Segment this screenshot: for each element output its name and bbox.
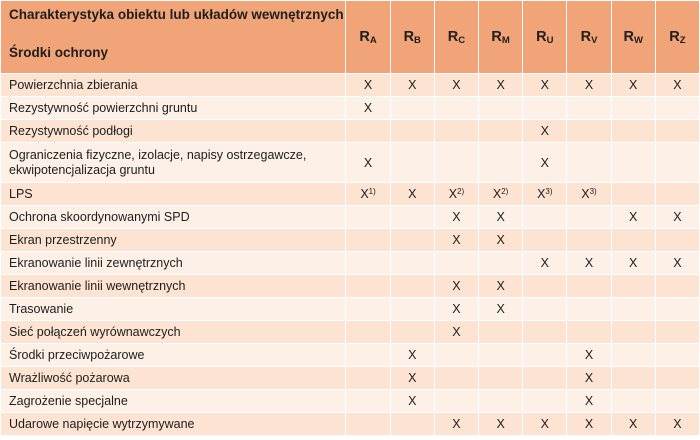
cell-rz [655,344,699,367]
cell-ru: X [523,74,567,97]
table-row [1,367,700,390]
cell-rw: X [611,252,655,275]
cell-ra: X [346,74,390,97]
cell-rc: X [434,229,478,252]
cell-rc: $X^{2)}$ [434,183,478,206]
cell-rc [434,120,478,143]
cell-ru [523,97,567,120]
row-label: Rezystywność podłogi [1,120,346,143]
cell-rc [434,143,478,183]
cell-rw [611,344,655,367]
cell-rv: X [567,252,611,275]
cell-rb [390,413,434,436]
column-header-rw: $R_W$ [611,1,655,74]
header-title-cell [1,1,346,74]
row-label: LPS [1,183,346,206]
cell-ra: $X^{1)}$ [346,183,390,206]
cell-rm [479,344,523,367]
cell-rm [479,390,523,413]
cell-rv: X [567,74,611,97]
cell-rz: X [655,413,699,436]
cell-rw [611,275,655,298]
cell-rb: X [390,344,434,367]
table-header-row [1,1,700,74]
cell-ru [523,367,567,390]
table-row [1,183,700,206]
header-title: Charakterystyka obiektu lub układów wewnętrznych [9,7,344,22]
cell-rw: X [611,74,655,97]
cell-ra [346,367,390,390]
cell-rv [567,275,611,298]
cell-rz: X [655,252,699,275]
cell-rc [434,344,478,367]
cell-rb [390,321,434,344]
cell-ra [346,344,390,367]
cell-rz [655,97,699,120]
cell-rc [434,252,478,275]
cell-rb [390,206,434,229]
cell-rc: X [434,206,478,229]
cell-rm [479,97,523,120]
cell-rm: X [479,413,523,436]
cell-rw [611,143,655,183]
cell-rz [655,390,699,413]
cell-rm [479,252,523,275]
cell-rz [655,229,699,252]
column-header-ra: $R_A$ [346,1,390,74]
table-row [1,275,700,298]
cell-ru [523,275,567,298]
cell-rv: X [567,367,611,390]
cell-rv [567,143,611,183]
row-label: Ekranowanie linii zewnętrznych [1,252,346,275]
column-header-rv: $R_V$ [567,1,611,74]
cell-rc [434,390,478,413]
cell-rm: $X^{2)}$ [479,183,523,206]
column-header-rb: $R_B$ [390,1,434,74]
cell-rz [655,143,699,183]
cell-rc: X [434,321,478,344]
table-row [1,97,700,120]
table-row [1,298,700,321]
table-row [1,252,700,275]
cell-ru [523,321,567,344]
cell-rb [390,120,434,143]
cell-rb: X [390,74,434,97]
row-label: Wrażliwość pożarowa [1,367,346,390]
cell-rb [390,143,434,183]
cell-rw [611,229,655,252]
cell-rv [567,97,611,120]
table-row [1,390,700,413]
cell-rz [655,367,699,390]
table-row [1,413,700,436]
cell-rz: X [655,206,699,229]
cell-rv: $X^{3)}$ [567,183,611,206]
cell-ru: X [523,413,567,436]
cell-rb: X [390,390,434,413]
cell-ru: $X^{3)}$ [523,183,567,206]
table-row [1,74,700,97]
cell-rm [479,321,523,344]
cell-rw: X [611,413,655,436]
cell-rv [567,120,611,143]
cell-rc: X [434,298,478,321]
cell-rv: X [567,390,611,413]
cell-ra [346,413,390,436]
cell-ra [346,252,390,275]
cell-ra [346,120,390,143]
cell-rv [567,206,611,229]
table-body [1,74,700,436]
cell-ru: X [523,143,567,183]
cell-rw [611,97,655,120]
row-label: Zagrożenie specjalne [1,390,346,413]
cell-ra: X [346,143,390,183]
cell-ra [346,298,390,321]
cell-rm: X [479,275,523,298]
row-label: Ograniczenia fizyczne, izolacje, napisy ostrzegawcze, ekwipotencjalizacja gruntu [1,143,346,183]
column-header-rm: $R_M$ [479,1,523,74]
cell-rm [479,143,523,183]
cell-rm [479,120,523,143]
table-row [1,344,700,367]
cell-rw [611,390,655,413]
column-header-ru: $R_U$ [523,1,567,74]
cell-rc: X [434,413,478,436]
cell-ra [346,275,390,298]
cell-rc: X [434,275,478,298]
table-row [1,143,700,183]
cell-rz [655,321,699,344]
cell-rb: X [390,183,434,206]
cell-rz [655,275,699,298]
cell-ru [523,298,567,321]
cell-rz [655,183,699,206]
cell-ra [346,321,390,344]
cell-rv [567,298,611,321]
row-label: Środki przeciwpożarowe [1,344,346,367]
row-label: Rezystywność powierzchni gruntu [1,97,346,120]
cell-ru: X [523,252,567,275]
cell-rv [567,321,611,344]
cell-rz [655,120,699,143]
cell-rm: X [479,298,523,321]
column-header-rc: $R_C$ [434,1,478,74]
column-header-rz: $R_Z$ [655,1,699,74]
cell-rw [611,321,655,344]
header-subtitle: Środki ochrony [9,45,109,60]
cell-rb [390,252,434,275]
cell-rb [390,298,434,321]
cell-rm: X [479,206,523,229]
row-label: Powierzchnia zbierania [1,74,346,97]
cell-rb [390,229,434,252]
cell-rc [434,367,478,390]
cell-ra [346,206,390,229]
cell-ra: X [346,97,390,120]
cell-rb [390,275,434,298]
row-label: Udarowe napięcie wytrzymywane [1,413,346,436]
cell-ra [346,390,390,413]
cell-rv: X [567,413,611,436]
row-label: Sieć połączeń wyrównawczych [1,321,346,344]
cell-ra [346,229,390,252]
cell-rw [611,298,655,321]
row-label: Trasowanie [1,298,346,321]
cell-ru: X [523,120,567,143]
table-row [1,120,700,143]
table-row [1,321,700,344]
cell-ru [523,229,567,252]
cell-rz [655,298,699,321]
cell-rc: X [434,74,478,97]
table-row [1,229,700,252]
cell-rb [390,97,434,120]
cell-rw [611,183,655,206]
cell-rw: X [611,206,655,229]
cell-rm: X [479,74,523,97]
cell-rw [611,120,655,143]
cell-ru [523,390,567,413]
row-label: Ochrona skoordynowanymi SPD [1,206,346,229]
cell-rb: X [390,367,434,390]
cell-rv: X [567,344,611,367]
cell-rz: X [655,74,699,97]
row-label: Ekranowanie linii wewnętrznych [1,275,346,298]
cell-rv [567,229,611,252]
cell-rm [479,367,523,390]
row-label: Ekran przestrzenny [1,229,346,252]
cell-rm: X [479,229,523,252]
cell-rw [611,367,655,390]
cell-rc [434,97,478,120]
table-row [1,206,700,229]
cell-ru [523,206,567,229]
cell-ru [523,344,567,367]
